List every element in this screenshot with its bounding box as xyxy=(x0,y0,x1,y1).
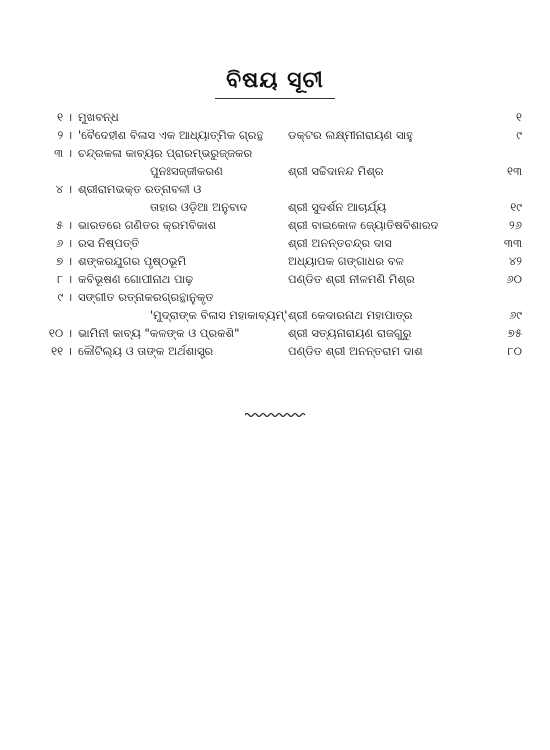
toc-row xyxy=(0,306,550,324)
toc-row xyxy=(0,108,550,126)
toc-row xyxy=(0,234,550,252)
toc-entry-title: ଚନ୍ଦ୍ରକଳା କାବ୍ୟର ପ୍ରାରମ୍ଭରୁଜ୍ଜକର xyxy=(78,146,253,160)
toc-entry-page: ୮୦ xyxy=(507,344,522,358)
table-of-contents xyxy=(0,108,550,360)
toc-entry-page: ୧୯ xyxy=(510,200,522,214)
toc-row xyxy=(0,252,550,270)
toc-row xyxy=(0,324,550,342)
toc-row xyxy=(0,288,550,306)
toc-entry-number: ୧୦ । xyxy=(48,326,72,340)
toc-entry-author: ଶ୍ରୀ ସୁଦର୍ଶନ ଆଚାର୍ଯ୍ୟ xyxy=(288,200,387,214)
toc-row xyxy=(0,198,550,216)
toc-entry-number: ୮ । xyxy=(57,272,72,286)
toc-entry-page: ୭୫ xyxy=(507,326,522,340)
toc-entry-page: ୪୨ xyxy=(508,254,522,268)
toc-entry-author: ପଣ୍ଡିତ ଶ୍ରୀ ଅନନ୍ତରାମ ଦାଶ xyxy=(288,344,423,358)
toc-entry-author: ଡକ୍ଟର ଲକ୍ଷ୍ମୀନାରାୟଣ ସାହୁ xyxy=(288,128,413,142)
toc-row xyxy=(0,126,550,144)
toc-entry-title: କୌଟିଲ୍ୟ ଓ ତାଙ୍କ ଅର୍ଥଶାସ୍ତ୍ର xyxy=(78,344,214,358)
toc-entry-author: ଅଧ୍ୟାପକ ଗଙ୍ଗାଧର ବଳ xyxy=(288,254,404,268)
page-title: ବିଷୟ ସୂଚୀ xyxy=(226,68,324,93)
toc-entry-author: ଶ୍ରୀ ଅନନ୍ତଚନ୍ଦ୍ର ଦାସ xyxy=(288,236,392,250)
toc-entry-number: ୪ । xyxy=(55,182,72,196)
toc-entry-title: ଶ୍ରୀରାମଭକ୍ତ ରତ୍ନାବଳୀ ଓ xyxy=(78,182,202,196)
toc-entry-title: ଭାମିନୀ କାବ୍ୟ "କଳଙ୍କ ଓ ପ୍ରକଶି" xyxy=(78,326,240,340)
toc-entry-page: ୧୩ xyxy=(506,164,522,178)
toc-entry-title: ମୁଖବନ୍ଧ xyxy=(78,110,119,124)
toc-entry-title-continued: ପୁନଃସଜ୍ଜୀକରଣ xyxy=(150,164,223,178)
toc-entry-title: ଭାରତରେ ଗଣିତର କ୍ରମବିକାଶ xyxy=(78,218,217,232)
toc-entry-number: ୯ । xyxy=(57,290,72,304)
title-underline xyxy=(215,98,335,99)
toc-row xyxy=(0,216,550,234)
toc-entry-title: ରସ ନିଷ୍ପତ୍ତି xyxy=(78,236,140,250)
toc-entry-number: ୨ । xyxy=(57,128,72,142)
toc-entry-page: ୧ xyxy=(516,110,522,124)
toc-entry-number: ୫ । xyxy=(55,218,72,232)
toc-entry-author: ଶ୍ରୀ ସଚ୍ଚିଦାନନ୍ଦ ମିଶ୍ର xyxy=(288,164,384,178)
toc-entry-author: ଶ୍ରୀ କେଦାରନାଥ ମହାପାତ୍ର xyxy=(288,308,413,322)
toc-entry-page: ୬୦ xyxy=(506,272,522,286)
toc-entry-number: ୧୧ । xyxy=(51,344,72,358)
toc-row xyxy=(0,180,550,198)
toc-entry-page: ୯ xyxy=(516,128,522,142)
toc-entry-page: ୩୩ xyxy=(503,236,522,250)
toc-entry-title: ସଙ୍ଗୀତ ରତ୍ନାକରଗ୍ରନ୍ଥାନୁକୃତ xyxy=(78,290,214,304)
toc-row xyxy=(0,342,550,360)
toc-entry-number: ୩ । xyxy=(54,146,72,160)
toc-entry-page: ୬୯ xyxy=(509,308,522,322)
toc-entry-title-continued: 'ମୁଦ୍ରାଙ୍କ ବିଳାସ ମହାକାବ୍ୟମ୍' xyxy=(150,308,288,322)
toc-entry-title: ଶଙ୍କରଯୁଗର ପୃଷ୍ଠଭୂମି xyxy=(78,254,187,268)
toc-entry-title: କବିଭୂଷଣ ଗୋପୀନାଥ ପାଢ଼ xyxy=(78,272,194,286)
toc-entry-author: ପଣ୍ଡିତ ଶ୍ରୀ ନୀଳମଣି ମିଶ୍ର xyxy=(288,272,415,286)
toc-entry-title: 'ବୈଦେହୀଶ ବିଳାସ ଏକ ଆଧ୍ୟାତ୍ମିକ ଗ୍ରନ୍ଥ xyxy=(78,128,264,142)
wavy-divider-icon xyxy=(245,412,307,418)
toc-row xyxy=(0,270,550,288)
toc-entry-number: ୬ । xyxy=(55,236,72,250)
toc-row xyxy=(0,144,550,162)
toc-entry-page: ୨୬ xyxy=(509,218,522,232)
toc-entry-title-continued: ତାହାର ଓଡ଼ିଆ ଅନୁବାଦ xyxy=(150,200,248,214)
toc-entry-number: ୧ । xyxy=(57,110,72,124)
toc-entry-author: ଶ୍ରୀ ସତ୍ୟନାରାୟଣ ରାଜଗୁରୁ xyxy=(288,326,412,340)
toc-entry-author: ଶ୍ରୀ ବାଇକୋଳ ଜ୍ୟୋତିଷବିଶାରଦ xyxy=(288,218,439,232)
toc-entry-number: ୭ । xyxy=(56,254,72,268)
toc-row xyxy=(0,162,550,180)
